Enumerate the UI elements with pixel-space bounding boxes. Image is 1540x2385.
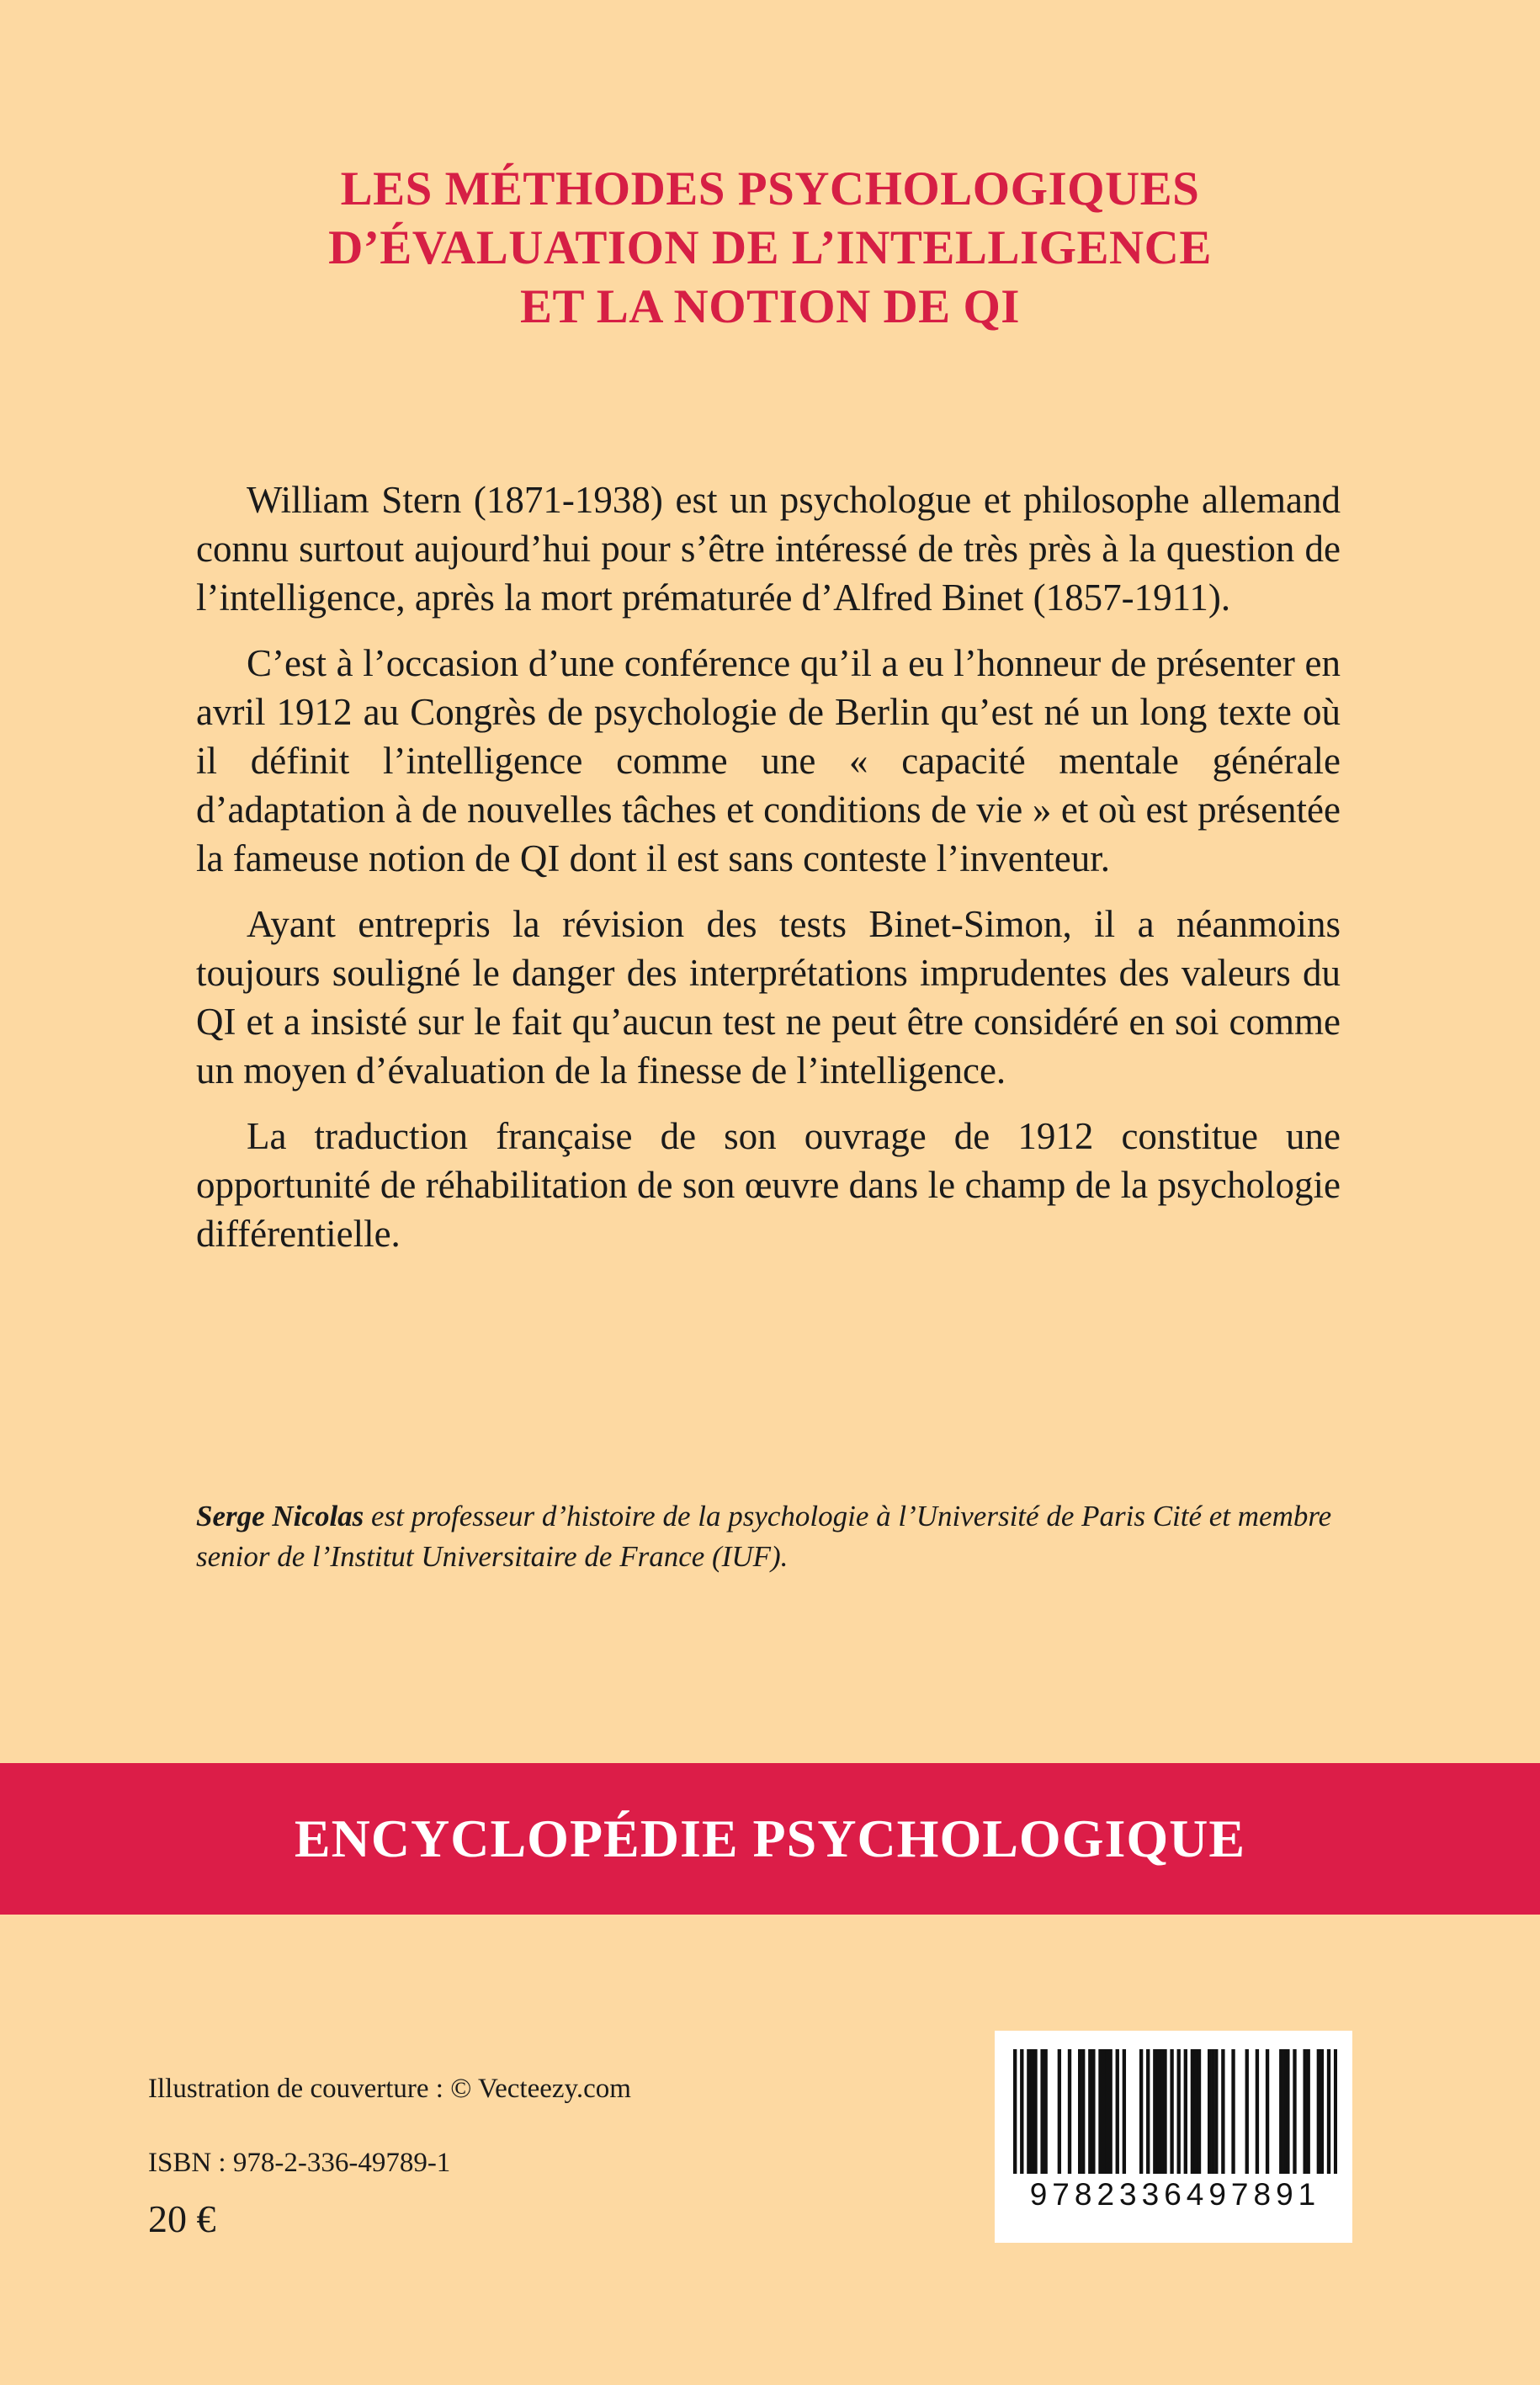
barcode-bar (1282, 2049, 1286, 2174)
cover-credits: Illustration de couverture : © Vecteezy.com (148, 2074, 631, 2104)
barcode-bar (1098, 2049, 1102, 2174)
barcode-bar (1043, 2049, 1047, 2174)
barcode-bar (1177, 2049, 1181, 2174)
barcode-bar (1317, 2049, 1320, 2174)
barcode-bar (1214, 2049, 1218, 2174)
barcode-bar (1184, 2049, 1187, 2174)
barcode-bar (1108, 2049, 1112, 2174)
summary-paragraph-2: C’est à l’occasion d’une conférence qu’il a eu l’honneur de présenter en avril 1912 au Congrès de psychologie de Berlin qu’est né un long texte où il définit l’intelligence comme une « capacité mentale générale d’adaptation à de nouvelles tâches et conditions de vie » et où est présentée la fameuse notion de QI dont il est sans conteste l’inventeur. (196, 642, 1341, 879)
barcode-bar (1033, 2049, 1037, 2174)
barcode-bar (1245, 2049, 1249, 2174)
summary-paragraph-4: La traduction française de son ouvrage de 1912 constitue une opportunité de réhabilitation de son œuvre dans le champ de la psychologie différentielle. (196, 1115, 1341, 1255)
series-banner (0, 1763, 1540, 1915)
summary-paragraph-1: William Stern (1871-1938) est un psychologue et philosophe allemand connu surtout aujourd’hui pour s’être intéressé de très près à la question de l’intelligence, après la mort prématurée d’Alfred Binet (1857-1911). (196, 479, 1341, 619)
price: 20 € (148, 2197, 216, 2240)
barcode-bar (1320, 2049, 1324, 2174)
barcode-bar (1334, 2049, 1337, 2174)
barcode-bar (1293, 2049, 1296, 2174)
summary-text (196, 475, 1341, 1275)
barcode-bar (1197, 2049, 1201, 2174)
barcode-bar (1081, 2049, 1085, 2174)
barcode-bar (1163, 2049, 1166, 2174)
barcode-bar (1027, 2049, 1030, 2174)
barcode-bar (1013, 2049, 1017, 2174)
barcode-bar (1303, 2049, 1306, 2174)
summary-paragraph-3: Ayant entrepris la révision des tests Binet-Simon, il a néanmoins toujours souligné le danger des interprétations imprudentes des valeurs du QI et a insisté sur le fait qu’aucun test ne peut être considéré en soi comme un moyen d’évaluation de la finesse de l’intelligence. (196, 903, 1341, 1092)
barcode-bar (1105, 2049, 1108, 2174)
barcode (995, 2031, 1352, 2243)
barcode-bar (1139, 2049, 1143, 2174)
series-name: ENCYCLOPÉDIE PSYCHOLOGIQUE (294, 1809, 1246, 1868)
barcode-bar (1020, 2049, 1023, 2174)
barcode-bar (1266, 2049, 1269, 2174)
book-title (0, 160, 1540, 337)
isbn-number: ISBN : 978-2-336-49789-1 (148, 2148, 451, 2178)
barcode-bar (1091, 2049, 1095, 2174)
barcode-bar (1102, 2049, 1105, 2174)
barcode-bar (1068, 2049, 1071, 2174)
barcode-bar (1058, 2049, 1061, 2174)
barcode-bar (1286, 2049, 1289, 2174)
barcode-bar (1088, 2049, 1091, 2174)
barcode-bar (1191, 2049, 1194, 2174)
author-bio (196, 1496, 1349, 1577)
barcode-bar (1030, 2049, 1033, 2174)
title-line-1: LES MÉTHODES PSYCHOLOGIQUES (340, 162, 1200, 215)
barcode-icon (1013, 2049, 1337, 2174)
barcode-bar (1194, 2049, 1197, 2174)
title-line-3: ET LA NOTION DE QI (520, 280, 1020, 333)
barcode-digits: 9782336497891 (1029, 2177, 1321, 2212)
barcode-bar (1146, 2049, 1150, 2174)
barcode-bar (1256, 2049, 1259, 2174)
barcode-bar (1221, 2049, 1224, 2174)
title-line-2: D’ÉVALUATION DE L’INTELLIGENCE (328, 221, 1212, 274)
barcode-bar (1231, 2049, 1235, 2174)
barcode-bar (1327, 2049, 1330, 2174)
barcode-bar (1116, 2049, 1119, 2174)
barcode-bar (1156, 2049, 1160, 2174)
barcode-bar (1170, 2049, 1173, 2174)
barcode-bar (1211, 2049, 1214, 2174)
author-description: est professeur d’histoire de la psychologie à l’Université de Paris Cité et membre senior de l’Institut Universitaire de France (IUF). (196, 1500, 1332, 1573)
barcode-bar (1279, 2049, 1282, 2174)
barcode-bar (1078, 2049, 1081, 2174)
barcode-bar (1307, 2049, 1310, 2174)
author-name: Serge Nicolas (196, 1500, 364, 1532)
barcode-bar (1160, 2049, 1163, 2174)
barcode-bar (1153, 2049, 1156, 2174)
barcode-bar (1123, 2049, 1126, 2174)
barcode-bar (1208, 2049, 1211, 2174)
barcode-bar (1040, 2049, 1043, 2174)
